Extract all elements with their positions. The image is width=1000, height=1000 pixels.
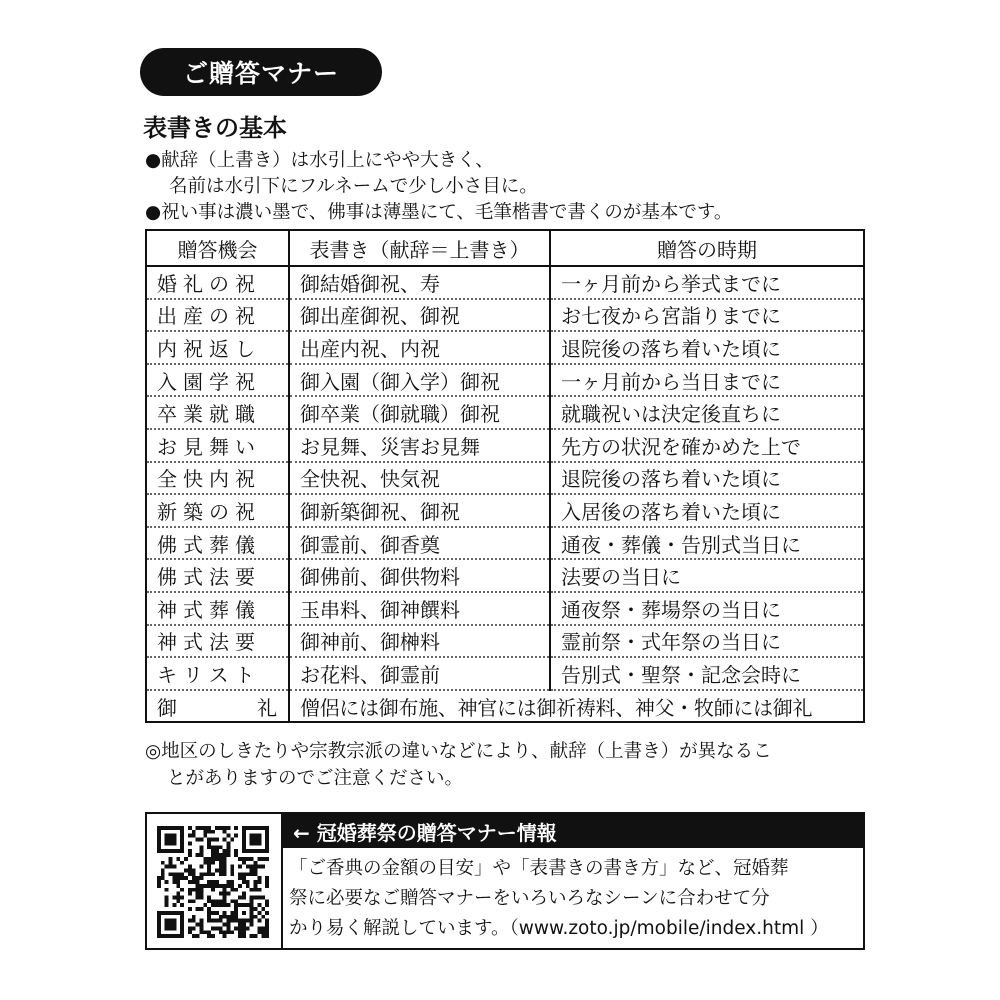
table-row: [146, 592, 864, 625]
table-row: [146, 625, 864, 658]
table-row-last: [146, 690, 864, 723]
timing-cell: 就職祝いは決定後直ちに: [550, 396, 864, 429]
timing-cell: 一ヶ月前から当日までに: [550, 364, 864, 397]
occasion-cell: 神式葬儀: [146, 592, 289, 625]
table-row: [146, 527, 864, 560]
table-row: [146, 462, 864, 495]
occasion-cell: 佛式葬儀: [146, 527, 289, 560]
inscription-cell: 御新築御祝、御祝: [289, 494, 550, 527]
bullet-line-2: 名前は水引下にフルネームで少し小さ目に。: [169, 176, 538, 197]
info-line-1: 「ご香典の金額の目安」や「表書きの書き方」など、冠婚葬: [289, 858, 789, 879]
inscription-cell: 全快祝、快気祝: [289, 462, 550, 495]
inscription-cell: 御神前、御榊料: [289, 625, 550, 658]
inscription-cell: 御卒業（御就職）御祝: [289, 396, 550, 429]
occasion-char-2: 礼: [257, 695, 277, 720]
table-row: [146, 494, 864, 527]
page-title: [140, 48, 382, 96]
timing-cell: 霊前祭・式年祭の当日に: [550, 625, 864, 658]
bullet-line-3: ●祝い事は濃い墨で、佛事は薄墨にて、毛筆楷書で書くのが基本です。: [145, 202, 733, 223]
gift-table: [145, 229, 865, 723]
bullet-line-1: ●献辞（上書き）は水引上にやや大きく、: [145, 150, 494, 171]
table-row: [146, 299, 864, 332]
occasion-cell: お見舞い: [146, 429, 289, 462]
column-header-occasion: 贈答機会: [146, 230, 289, 266]
section-subtitle: 表書きの基本: [143, 114, 287, 142]
table-header-row: [146, 230, 864, 266]
occasion-cell: 内祝返し: [146, 331, 289, 364]
occasion-char-1: 御: [157, 695, 177, 720]
column-header-inscription: 表書き（献辞＝上書き）: [289, 230, 550, 266]
timing-cell: 一ヶ月前から挙式までに: [550, 266, 864, 299]
timing-cell: 法要の当日に: [550, 559, 864, 592]
qr-code-icon[interactable]: [157, 826, 269, 938]
table-row: [146, 266, 864, 299]
info-description: [289, 854, 857, 944]
occasion-cell: 出産の祝: [146, 299, 289, 332]
table-body: [146, 266, 864, 722]
table-row: [146, 429, 864, 462]
timing-cell: 告別式・聖祭・記念会時に: [550, 657, 864, 690]
inscription-cell: 出産内祝、内祝: [289, 331, 550, 364]
timing-cell: 退院後の落ち着いた頃に: [550, 331, 864, 364]
table-row: [146, 396, 864, 429]
info-heading: ← 冠婚葬祭の贈答マナー情報: [283, 814, 863, 848]
timing-cell: 通夜・葬儀・告別式当日に: [550, 527, 864, 560]
inscription-cell: 玉串料、御神饌料: [289, 592, 550, 625]
page-title-text: ご贈答マナー: [182, 59, 339, 88]
inscription-cell: お見舞、災害お見舞: [289, 429, 550, 462]
occasion-cell: 卒業就職: [146, 396, 289, 429]
occasion-cell: 婚礼の祝: [146, 266, 289, 299]
occasion-cell: 全快内祝: [146, 462, 289, 495]
table-row: [146, 331, 864, 364]
inscription-cell: 御佛前、御供物料: [289, 559, 550, 592]
occasion-cell: [146, 690, 289, 723]
occasion-cell: キリスト: [146, 657, 289, 690]
info-box: [145, 812, 865, 950]
footnote-line-2: とがありますのでご注意ください。: [167, 768, 464, 789]
footnote: [145, 738, 772, 792]
inscription-cell: 御霊前、御香奠: [289, 527, 550, 560]
occasion-cell: 神式法要: [146, 625, 289, 658]
timing-cell: 先方の状況を確かめた上で: [550, 429, 864, 462]
timing-cell: 退院後の落ち着いた頃に: [550, 462, 864, 495]
occasion-cell: 新築の祝: [146, 494, 289, 527]
column-header-timing: 贈答の時期: [550, 230, 864, 266]
bullet-list: [145, 148, 732, 226]
timing-cell: 入居後の落ち着いた頃に: [550, 494, 864, 527]
timing-cell: 通夜祭・葬場祭の当日に: [550, 592, 864, 625]
honorarium-cell: 僧侶には御布施、神官には御祈祷料、神父・牧師には御礼: [289, 690, 864, 723]
occasion-cell: 入園学祝: [146, 364, 289, 397]
info-line-3: かり易く解説しています。（www.zoto.jp/mobile/index.html ）: [289, 918, 829, 939]
table-row: [146, 559, 864, 592]
inscription-cell: 御入園（御入学）御祝: [289, 364, 550, 397]
footnote-line-1: ◎地区のしきたりや宗教宗派の違いなどにより、献辞（上書き）が異なるこ: [145, 741, 772, 762]
timing-cell: お七夜から宮詣りまでに: [550, 299, 864, 332]
table-row: [146, 657, 864, 690]
inscription-cell: お花料、御霊前: [289, 657, 550, 690]
inscription-cell: 御出産御祝、御祝: [289, 299, 550, 332]
occasion-cell: 佛式法要: [146, 559, 289, 592]
inscription-cell: 御結婚御祝、寿: [289, 266, 550, 299]
table-row: [146, 364, 864, 397]
info-line-2: 祭に必要なご贈答マナーをいろいろなシーンに合わせて分: [289, 888, 770, 909]
